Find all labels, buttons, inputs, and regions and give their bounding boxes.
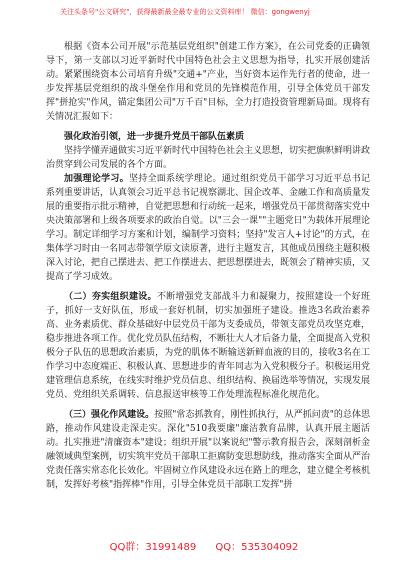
qq-number: QQ：535304092 [215, 542, 299, 553]
paragraph-organization-text: 不断增强党支部战斗力和凝聚力，按照建设一个好班子，抓好一支好队伍，形成一套好机制，切实加强班子建设。推选3名政治素养高、业务素质优、群众基础好中层党员干部为支委成员，带领支部党员攻坚克难，稳步推进各项工作。优化党员队伍结构，不断壮大人才后备力量，全面提高入党积极分子队伍的思想政治素质，为党的肌体不断输送新鲜血液的目的，接收3名在工作学习中态度端正、积极认真、思想进步的青年同志为入党积极分子。积极运用党建管理信息系统，在线实时维护党员信息、组织结构、换届选举等情况，实现发展党员、党组织关系调转、信息报送审核等工作处理流程标准化规范化。 [46, 292, 371, 400]
paragraph-organization-lead: （二）夯实组织建设。 [64, 292, 157, 302]
paragraph-organization [46, 290, 370, 402]
paragraph-theory-text: 坚持全面系统学理论。通过组织党员干部学习习近平总书记系列重要讲话，认真领会习近平总书记视察湖北、国企改革、金融工作和高质量发展的重要指示批示精神，自觉把思想和行动统一起来，增强党员干部贯彻落实党中央决策部署和上级各项要求的政治自觉。以"三会一课""主题党日"为载体开展理论学习。制定详细学习方案和计划，编制学习资料；坚持"发言人+讨论"的方式，在集体学习时由一名同志带领学原文读原著，进行主题发言，其他成员围绕主题积极深入讨论，把自己摆进去、把工作摆进去、把思想摆进去，既领会了精神实质，又提高了学习成效。 [46, 174, 371, 282]
document-body [46, 40, 370, 492]
promo-banner: 关注头条号"公文研究"，获得最新最全最专业的公文资料库！ 微信：gongwenyj [60, 8, 310, 16]
contact-footer [0, 538, 408, 553]
intro-paragraph: 根据《资本公司开展"示范基层党组织"创建工作方案》，在公司党委的正确领导下，第一支部以习近平新时代中国特色社会主义思想为指导，扎实开展创建活动。紧紧围绕资本公司培育升级"交通+"产业，当好资本运作先行者的使命，进一步发挥基层党组织的战斗堡垒作用和党员的先锋模范作用，引导全体党员干部发挥"拼抢实"作风，锚定集团公司"万千百"目标，全力打造投资管理新局面。现将有关情况汇报如下： [46, 42, 370, 122]
paragraph-theory [46, 172, 370, 284]
qq-group-number: QQ群：31991489 [109, 542, 197, 553]
paragraph-style [46, 408, 370, 492]
paragraph-style-text: 按照"常态抓教育，刚性抓执行，从严抓问责"的总体思路，推动作风建设走深走实。深化"510我要廉"廉洁教育品牌，认真开展主题活动。扎实推进"清廉资本"建设；组织开展"以案说纪"警示教育报告会，深刻剖析金融领域典型案例，切实筑牢党员干部职工拒腐防变思想防线，推动落实全面从严治党责任落实常态化长效化。牢固树立作风建设永远在路上的理念，建立健全考核机制，发挥好考核"指挥棒"作用，引导全体党员干部职工发挥"拼 [46, 410, 371, 490]
paragraph-theory-lead: 加强理论学习。 [64, 174, 129, 184]
paragraph-style-lead: （三）强化作风建设。 [64, 410, 155, 420]
section-heading: 强化政治引领，进一步提升党员干部队伍素质 [64, 132, 245, 142]
paragraph-political: 坚持学懂弄通做实习近平新时代中国特色社会主义思想，切实把旗帜鲜明讲政治贯穿到公司发展的各个方面。 [46, 146, 371, 170]
